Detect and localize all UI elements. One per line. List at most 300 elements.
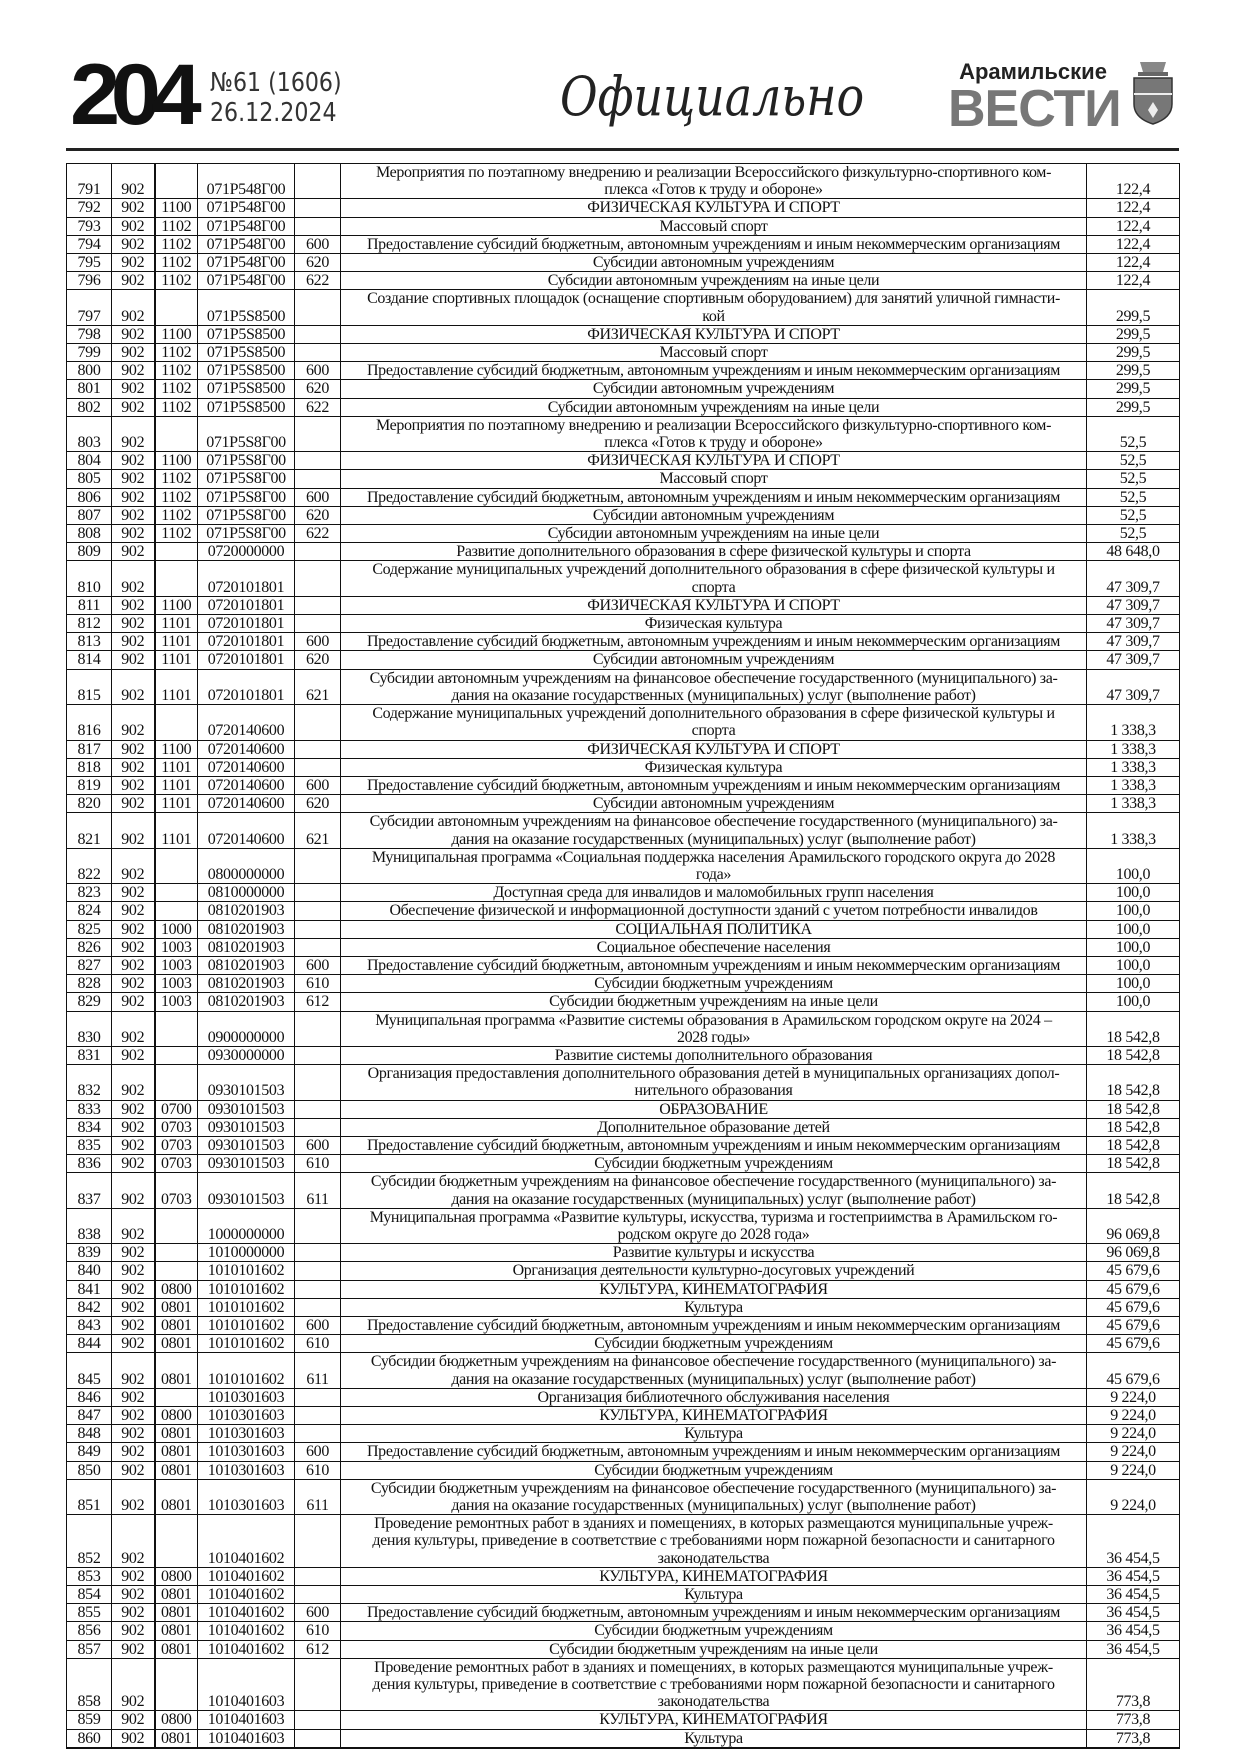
expense-type: 621: [295, 669, 341, 704]
description: Муниципальная программа «Развитие системы образования в Арамильском городском округе на 2024 – 2028 годы»: [341, 1011, 1087, 1046]
department-code: 902: [112, 902, 155, 920]
department-code: 902: [112, 1065, 155, 1100]
target-code: 0810201903: [198, 920, 295, 938]
department-code: 902: [112, 362, 155, 380]
row-number: 809: [67, 543, 112, 561]
section-code: [155, 1011, 198, 1046]
amount: 299,5: [1087, 290, 1180, 325]
department-code: 902: [112, 633, 155, 651]
description: Предоставление субсидий бюджетным, автономным учреждениям и иным некоммерческим организациям: [341, 488, 1087, 506]
section-code: 1100: [155, 325, 198, 343]
department-code: 902: [112, 199, 155, 217]
section-code: 1101: [155, 795, 198, 813]
section-code: 1102: [155, 506, 198, 524]
target-code: 0720140600: [198, 776, 295, 794]
department-code: 902: [112, 1155, 155, 1173]
expense-type: [295, 848, 341, 883]
table-row: [67, 1262, 1180, 1280]
expense-type: [295, 938, 341, 956]
row-number: 808: [67, 525, 112, 543]
expense-type: 610: [295, 1461, 341, 1479]
row-number: 794: [67, 235, 112, 253]
expense-type: 620: [295, 506, 341, 524]
amount: 1 338,3: [1087, 740, 1180, 758]
section-code: [155, 848, 198, 883]
table-row: [67, 506, 1180, 524]
logo-main-text: ВЕСТИ: [948, 80, 1121, 138]
table-row: [67, 1280, 1180, 1298]
table-row: [67, 416, 1180, 451]
description: ФИЗИЧЕСКАЯ КУЛЬТУРА И СПОРТ: [341, 325, 1087, 343]
section-code: 1000: [155, 920, 198, 938]
amount: 52,5: [1087, 506, 1180, 524]
row-number: 811: [67, 596, 112, 614]
amount: 52,5: [1087, 488, 1180, 506]
target-code: 071P5S8500: [198, 344, 295, 362]
row-number: 839: [67, 1244, 112, 1262]
description: Субсидии бюджетным учреждениям на финансовое обеспечение государственного (муниципального) за- дания на оказание государственных (муниципальных) услуг (выполнение работ): [341, 1479, 1087, 1514]
row-number: 803: [67, 416, 112, 451]
amount: 773,8: [1087, 1658, 1180, 1711]
department-code: 902: [112, 1280, 155, 1298]
amount: 36 454,5: [1087, 1640, 1180, 1658]
row-number: 797: [67, 290, 112, 325]
target-code: 0720140600: [198, 813, 295, 848]
target-code: 1010101602: [198, 1262, 295, 1280]
section-code: 1003: [155, 938, 198, 956]
amount: 48 648,0: [1087, 543, 1180, 561]
department-code: 902: [112, 398, 155, 416]
amount: 1 338,3: [1087, 705, 1180, 740]
target-code: 071P5S8500: [198, 398, 295, 416]
coat-of-arms-icon: [1128, 58, 1178, 128]
row-number: 798: [67, 325, 112, 343]
table-row: [67, 290, 1180, 325]
amount: 100,0: [1087, 956, 1180, 974]
section-title: Официально: [560, 65, 865, 128]
amount: 9 224,0: [1087, 1461, 1180, 1479]
row-number: 793: [67, 217, 112, 235]
target-code: 071P548Г00: [198, 272, 295, 290]
row-number: 857: [67, 1640, 112, 1658]
table-row: [67, 1425, 1180, 1443]
department-code: 902: [112, 1136, 155, 1154]
expense-type: [295, 452, 341, 470]
table-row: [67, 1729, 1180, 1748]
department-code: 902: [112, 470, 155, 488]
section-code: 0801: [155, 1586, 198, 1604]
issue-date: 26.12.2024: [210, 98, 337, 128]
row-number: 855: [67, 1604, 112, 1622]
section-code: 0801: [155, 1622, 198, 1640]
amount: 18 542,8: [1087, 1136, 1180, 1154]
expense-type: [295, 1011, 341, 1046]
table-row: [67, 776, 1180, 794]
department-code: 902: [112, 884, 155, 902]
target-code: 1010101602: [198, 1353, 295, 1388]
table-row: [67, 920, 1180, 938]
table-row: [67, 1640, 1180, 1658]
department-code: 902: [112, 1335, 155, 1353]
department-code: 902: [112, 543, 155, 561]
description: Субсидии бюджетным учреждениям: [341, 1461, 1087, 1479]
target-code: 0720101801: [198, 615, 295, 633]
table-row: [67, 1515, 1180, 1568]
table-row: [67, 848, 1180, 883]
expense-type: [295, 1425, 341, 1443]
table-row: [67, 543, 1180, 561]
section-code: 0800: [155, 1711, 198, 1729]
expense-type: [295, 1046, 341, 1064]
section-code: 0800: [155, 1407, 198, 1425]
description: Предоставление субсидий бюджетным, автономным учреждениям и иным некоммерческим организациям: [341, 1443, 1087, 1461]
table-row: [67, 398, 1180, 416]
expense-type: 621: [295, 813, 341, 848]
description: Субсидии бюджетным учреждениям: [341, 1155, 1087, 1173]
expense-type: [295, 758, 341, 776]
department-code: 902: [112, 325, 155, 343]
description: Субсидии бюджетным учреждениям на финансовое обеспечение государственного (муниципального) за- дания на оказание государственных (муниципальных) услуг (выполнение работ): [341, 1173, 1087, 1208]
row-number: 795: [67, 254, 112, 272]
row-number: 792: [67, 199, 112, 217]
target-code: 1010401602: [198, 1586, 295, 1604]
table-row: [67, 561, 1180, 596]
target-code: 0720101801: [198, 633, 295, 651]
amount: 45 679,6: [1087, 1353, 1180, 1388]
description: Мероприятия по поэтапному внедрению и реализации Всероссийского физкультурно-спортивного ком- плекса «Готов к труду и обороне»: [341, 416, 1087, 451]
target-code: 1010401603: [198, 1729, 295, 1748]
target-code: 1010000000: [198, 1244, 295, 1262]
table-row: [67, 1298, 1180, 1316]
target-code: 1010101602: [198, 1298, 295, 1316]
amount: 18 542,8: [1087, 1118, 1180, 1136]
expense-type: 611: [295, 1479, 341, 1514]
section-code: [155, 705, 198, 740]
amount: 45 679,6: [1087, 1335, 1180, 1353]
table-row: [67, 975, 1180, 993]
section-code: [155, 1388, 198, 1406]
target-code: 0900000000: [198, 1011, 295, 1046]
logo-top-text: Арамильские: [959, 59, 1107, 84]
description: ФИЗИЧЕСКАЯ КУЛЬТУРА И СПОРТ: [341, 199, 1087, 217]
expense-type: [295, 1244, 341, 1262]
description: ФИЗИЧЕСКАЯ КУЛЬТУРА И СПОРТ: [341, 740, 1087, 758]
description: Предоставление субсидий бюджетным, автономным учреждениям и иным некоммерческим организациям: [341, 1604, 1087, 1622]
table-row: [67, 993, 1180, 1011]
issue-info: [210, 68, 342, 128]
amount: 36 454,5: [1087, 1567, 1180, 1585]
description: Субсидии бюджетным учреждениям: [341, 1622, 1087, 1640]
section-code: [155, 543, 198, 561]
section-code: 0703: [155, 1136, 198, 1154]
expense-type: [295, 344, 341, 362]
target-code: 071P5S8Г00: [198, 470, 295, 488]
section-code: 0801: [155, 1317, 198, 1335]
expense-type: 610: [295, 975, 341, 993]
description: Субсидии автономным учреждениям: [341, 254, 1087, 272]
row-number: 820: [67, 795, 112, 813]
department-code: 902: [112, 740, 155, 758]
description: Субсидии автономным учреждениям: [341, 380, 1087, 398]
expense-type: [295, 199, 341, 217]
target-code: 0930000000: [198, 1046, 295, 1064]
expense-type: 610: [295, 1155, 341, 1173]
section-code: 1003: [155, 956, 198, 974]
target-code: 0810201903: [198, 956, 295, 974]
target-code: 0720101801: [198, 669, 295, 704]
department-code: 902: [112, 488, 155, 506]
budget-table: [66, 163, 1180, 1749]
row-number: 818: [67, 758, 112, 776]
target-code: 1010301603: [198, 1461, 295, 1479]
description: Обеспечение физической и информационной доступности зданий с учетом потребности инвалидов: [341, 902, 1087, 920]
expense-type: [295, 1298, 341, 1316]
section-code: 0801: [155, 1729, 198, 1748]
description: КУЛЬТУРА, КИНЕМАТОГРАФИЯ: [341, 1407, 1087, 1425]
section-code: 1101: [155, 813, 198, 848]
description: Создание спортивных площадок (оснащение спортивным оборудованием) для занятий уличной гимнасти- кой: [341, 290, 1087, 325]
section-code: 1102: [155, 254, 198, 272]
section-code: 0801: [155, 1443, 198, 1461]
expense-type: 620: [295, 795, 341, 813]
department-code: 902: [112, 1658, 155, 1711]
section-code: 0800: [155, 1567, 198, 1585]
section-code: 0801: [155, 1335, 198, 1353]
row-number: 841: [67, 1280, 112, 1298]
amount: 36 454,5: [1087, 1515, 1180, 1568]
description: Предоставление субсидий бюджетным, автономным учреждениям и иным некоммерческим организациям: [341, 633, 1087, 651]
description: Культура: [341, 1729, 1087, 1748]
table-row: [67, 1100, 1180, 1118]
department-code: 902: [112, 1100, 155, 1118]
section-code: 1102: [155, 470, 198, 488]
department-code: 902: [112, 848, 155, 883]
section-code: 1100: [155, 452, 198, 470]
amount: 299,5: [1087, 344, 1180, 362]
expense-type: [295, 1567, 341, 1585]
target-code: 0800000000: [198, 848, 295, 883]
department-code: 902: [112, 1567, 155, 1585]
table-row: [67, 615, 1180, 633]
target-code: 071P5S8Г00: [198, 506, 295, 524]
table-row: [67, 164, 1180, 199]
issue-number: №61 (1606): [210, 68, 342, 98]
department-code: 902: [112, 1118, 155, 1136]
expense-type: [295, 1118, 341, 1136]
target-code: 0720000000: [198, 543, 295, 561]
description: ФИЗИЧЕСКАЯ КУЛЬТУРА И СПОРТ: [341, 452, 1087, 470]
target-code: 071P5S8500: [198, 380, 295, 398]
table-row: [67, 344, 1180, 362]
section-code: 1003: [155, 993, 198, 1011]
description: Дополнительное образование детей: [341, 1118, 1087, 1136]
expense-type: [295, 1208, 341, 1243]
department-code: 902: [112, 1262, 155, 1280]
section-code: [155, 902, 198, 920]
description: Организация деятельности культурно-досуговых учреждений: [341, 1262, 1087, 1280]
expense-type: 600: [295, 1136, 341, 1154]
expense-type: 600: [295, 362, 341, 380]
target-code: 1010401602: [198, 1640, 295, 1658]
section-code: 1102: [155, 272, 198, 290]
description: Массовый спорт: [341, 470, 1087, 488]
target-code: 0810201903: [198, 993, 295, 1011]
amount: 18 542,8: [1087, 1100, 1180, 1118]
description: Развитие культуры и искусства: [341, 1244, 1087, 1262]
row-number: 829: [67, 993, 112, 1011]
department-code: 902: [112, 596, 155, 614]
department-code: 902: [112, 164, 155, 199]
amount: 100,0: [1087, 938, 1180, 956]
amount: 100,0: [1087, 975, 1180, 993]
target-code: 071P5S8Г00: [198, 452, 295, 470]
row-number: 835: [67, 1136, 112, 1154]
expense-type: [295, 740, 341, 758]
table-row: [67, 1479, 1180, 1514]
target-code: 071P5S8500: [198, 362, 295, 380]
target-code: 071P548Г00: [198, 164, 295, 199]
description: Субсидии автономным учреждениям на финансовое обеспечение государственного (муниципального) за- дания на оказание государственных (муниципальных) услуг (выполнение работ): [341, 669, 1087, 704]
expense-type: 600: [295, 1604, 341, 1622]
description: КУЛЬТУРА, КИНЕМАТОГРАФИЯ: [341, 1711, 1087, 1729]
page-number: 204: [70, 47, 193, 143]
row-number: 796: [67, 272, 112, 290]
table-row: [67, 1244, 1180, 1262]
amount: 9 224,0: [1087, 1443, 1180, 1461]
row-number: 830: [67, 1011, 112, 1046]
section-code: [155, 1046, 198, 1064]
department-code: 902: [112, 217, 155, 235]
table-row: [67, 380, 1180, 398]
table-row: [67, 1658, 1180, 1711]
amount: 96 069,8: [1087, 1208, 1180, 1243]
expense-type: [295, 1262, 341, 1280]
department-code: 902: [112, 705, 155, 740]
row-number: 825: [67, 920, 112, 938]
table-row: [67, 956, 1180, 974]
description: Проведение ремонтных работ в зданиях и помещениях, в которых размещаются муниципальные учреж- дения культуры, приведение в соответствие с требованиями норм пожарной безопасности и санитарного законодательства: [341, 1658, 1087, 1711]
section-code: 1100: [155, 596, 198, 614]
department-code: 902: [112, 1443, 155, 1461]
section-code: 1102: [155, 217, 198, 235]
newspaper-logo: [948, 59, 1121, 138]
amount: 122,4: [1087, 217, 1180, 235]
amount: 47 309,7: [1087, 651, 1180, 669]
amount: 18 542,8: [1087, 1065, 1180, 1100]
target-code: 0930101503: [198, 1118, 295, 1136]
section-code: 1102: [155, 488, 198, 506]
section-code: 0703: [155, 1118, 198, 1136]
expense-type: [295, 1658, 341, 1711]
section-code: 1102: [155, 344, 198, 362]
expense-type: [295, 1388, 341, 1406]
amount: 9 224,0: [1087, 1425, 1180, 1443]
table-row: [67, 470, 1180, 488]
row-number: 833: [67, 1100, 112, 1118]
expense-type: [295, 884, 341, 902]
amount: 45 679,6: [1087, 1317, 1180, 1335]
amount: 9 224,0: [1087, 1479, 1180, 1514]
target-code: 071P5S8Г00: [198, 488, 295, 506]
department-code: 902: [112, 272, 155, 290]
description: Предоставление субсидий бюджетным, автономным учреждениям и иным некоммерческим организациям: [341, 1317, 1087, 1335]
amount: 36 454,5: [1087, 1586, 1180, 1604]
row-number: 815: [67, 669, 112, 704]
header-rule: [66, 148, 1179, 151]
department-code: 902: [112, 452, 155, 470]
department-code: 902: [112, 1461, 155, 1479]
row-number: 791: [67, 164, 112, 199]
expense-type: [295, 615, 341, 633]
description: Массовый спорт: [341, 344, 1087, 362]
description: Проведение ремонтных работ в зданиях и помещениях, в которых размещаются муниципальные учреж- дения культуры, приведение в соответствие с требованиями норм пожарной безопасности и санитарного законодательства: [341, 1515, 1087, 1568]
department-code: 902: [112, 1173, 155, 1208]
row-number: 859: [67, 1711, 112, 1729]
expense-type: 612: [295, 993, 341, 1011]
table-row: [67, 884, 1180, 902]
amount: 122,4: [1087, 254, 1180, 272]
expense-type: 612: [295, 1640, 341, 1658]
target-code: 0720101801: [198, 651, 295, 669]
table-row: [67, 669, 1180, 704]
section-code: [155, 1208, 198, 1243]
department-code: 902: [112, 1640, 155, 1658]
description: Организация библиотечного обслуживания населения: [341, 1388, 1087, 1406]
target-code: 1010101602: [198, 1317, 295, 1335]
department-code: 902: [112, 669, 155, 704]
department-code: 902: [112, 1711, 155, 1729]
department-code: 902: [112, 651, 155, 669]
section-code: [155, 561, 198, 596]
amount: 47 309,7: [1087, 561, 1180, 596]
row-number: 858: [67, 1658, 112, 1711]
target-code: 1010401602: [198, 1567, 295, 1585]
expense-type: 600: [295, 956, 341, 974]
department-code: 902: [112, 1479, 155, 1514]
amount: 36 454,5: [1087, 1622, 1180, 1640]
department-code: 902: [112, 525, 155, 543]
target-code: 1010401603: [198, 1658, 295, 1711]
description: Культура: [341, 1586, 1087, 1604]
amount: 100,0: [1087, 993, 1180, 1011]
table-row: [67, 813, 1180, 848]
amount: 9 224,0: [1087, 1388, 1180, 1406]
target-code: 071P548Г00: [198, 235, 295, 253]
amount: 122,4: [1087, 272, 1180, 290]
row-number: 801: [67, 380, 112, 398]
department-code: 902: [112, 1425, 155, 1443]
department-code: 902: [112, 344, 155, 362]
table-row: [67, 199, 1180, 217]
target-code: 1010401602: [198, 1604, 295, 1622]
table-row: [67, 1388, 1180, 1406]
row-number: 826: [67, 938, 112, 956]
row-number: 854: [67, 1586, 112, 1604]
row-number: 850: [67, 1461, 112, 1479]
description: ФИЗИЧЕСКАЯ КУЛЬТУРА И СПОРТ: [341, 596, 1087, 614]
table-row: [67, 1567, 1180, 1585]
amount: 1 338,3: [1087, 813, 1180, 848]
row-number: 813: [67, 633, 112, 651]
target-code: 1010401603: [198, 1711, 295, 1729]
expense-type: [295, 325, 341, 343]
description: Развитие системы дополнительного образования: [341, 1046, 1087, 1064]
table-row: [67, 525, 1180, 543]
target-code: 1000000000: [198, 1208, 295, 1243]
expense-type: [295, 1586, 341, 1604]
expense-type: 622: [295, 398, 341, 416]
row-number: 836: [67, 1155, 112, 1173]
